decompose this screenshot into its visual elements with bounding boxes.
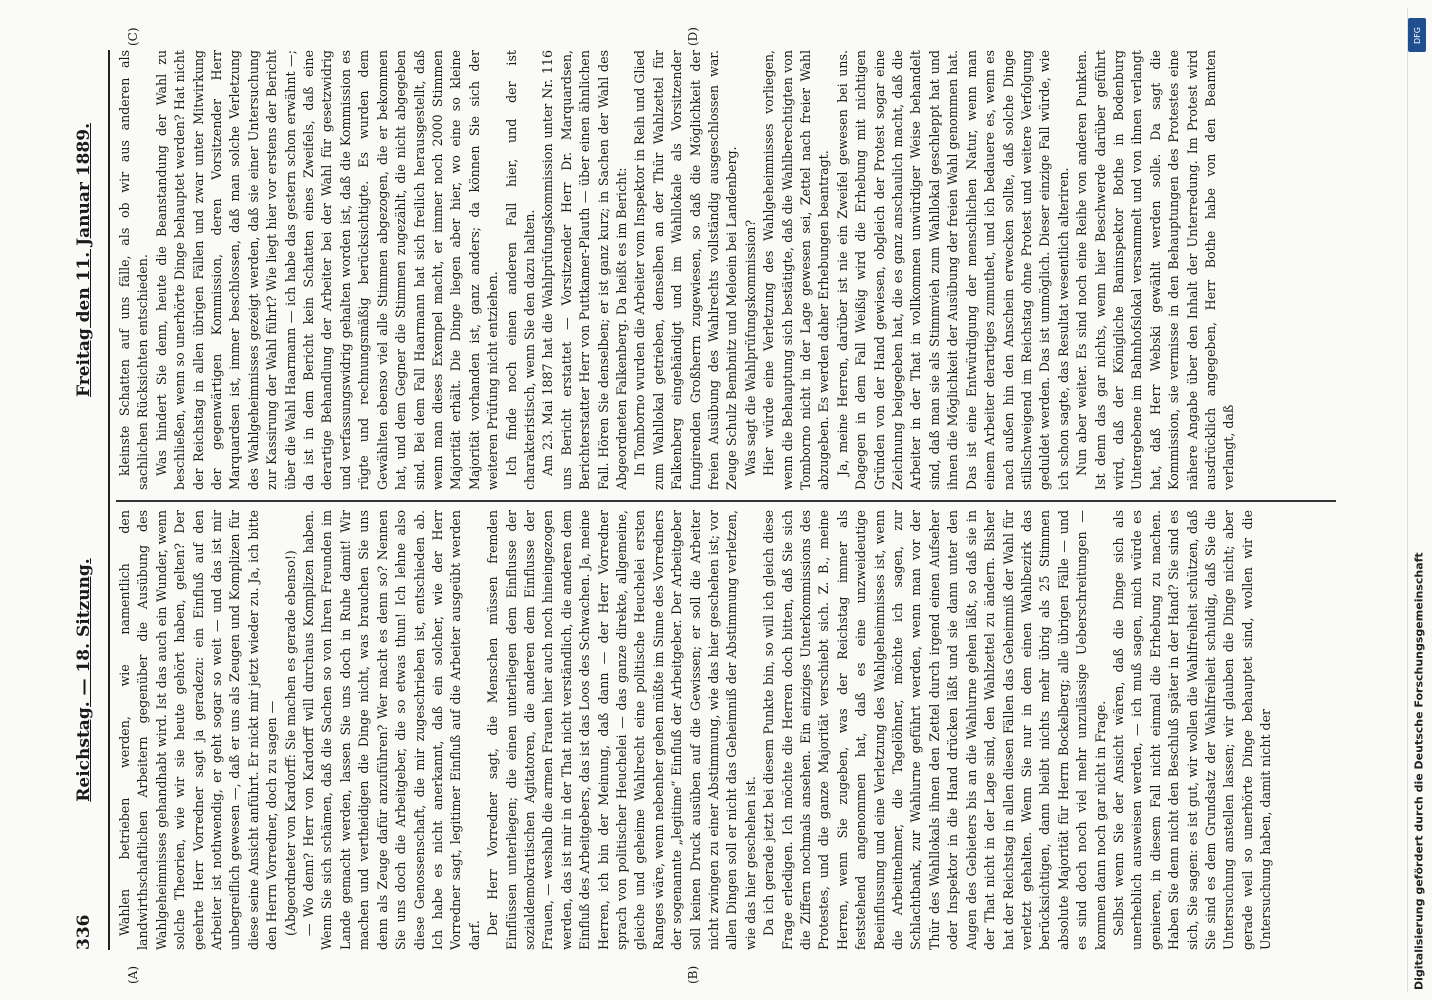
left-column-paragraph: (Abgeordneter von Kardorff: Sie machen es gerade ebenso!) (282, 550, 298, 936)
right-column-paragraph: Was sagt die Wahlprüfungskommission? (742, 219, 758, 476)
dfg-logo: DFG (1408, 18, 1426, 52)
left-column-paragraph: Selbst wenn Sie der Ansicht wären, daß die Dinge sich als unerheblich ausweisen werden, — ich muß sagen, mich würde es genieren, in diesem Fall nicht einmal die Erhebung zu machen. Haben Sie denn nicht den Beschluß später in der Hand? Sie sind es sich, Sie sagen: es ist gut, wir wollen die Wahlfreiheit schützen, daß Sie sind es dem Grundsatz der Wahlfreiheit schuldig, daß Sie die Untersuchung anstellen lassen; wir glauben die Dinge nicht; aber gerade weil so unerhörte Dinge behauptet sind, wollen wir die Untersuchung haben, damit nicht der (1110, 510, 1274, 950)
left-text-column (116, 510, 1336, 950)
digitization-credit: Digitalisierung gefördert durch die Deutsche Forschungsgemeinschaft (1412, 552, 1426, 990)
column-divider (116, 500, 1336, 502)
right-column-paragraph: Am 23. Mai 1887 hat die Wahlprüfungskommission unter Nr. 116 uns Bericht erstattet — Vorsitzender Herr Dr. Marquardsen, Berichterstatter Herr von Puttkamer-Plauth — über einen ähnlichen Fall. Hören Sie denselben; er ist ganz kurz; in Sachen der Wahl des Abgeordneten Falkenberg. Da heißt es im Bericht: (540, 50, 629, 490)
right-column-paragraph: Nun aber weiter. Es sind noch eine Reihe von anderen Punkten. Ist denn das gar nichts, wenn hier Beschwerde darüber geführt wird, daß der Königliche Baninspektor Bothe in Bodenburg Untergebene im Bahnhofslokal versammelt und von ihnen verlangt hat, daß Herr Webski gewählt werden solle. Da sagt die Kommission, sie vermisse in den Behauptungen des Protestes eine nähere Angabe über den Inhalt der Unterredung. Im Protest wird ausdrücklich angegeben, Herr Bothe habe von den Beamten verlangt, daß (1074, 50, 1237, 490)
right-column-paragraph: Ja, meine Herren, darüber ist nie ein Zweifel gewesen bei uns. Dagegen in dem Fall Weißig wird die Erhebung mit nichtigen Gründen von der Hand gewiesen, obgleich der Protest sogar eine Zeichnung beigegeben hat, die es ganz anschaulich macht, daß die Arbeiter in der That in vollkommen unwürdiger Weise behandelt sind, daß man sie als Stimmvieh zum Wahllokal geschleppt hat und ihnen die Möglichkeit der Ausübung der freien Wahl genommen hat. Das ist eine Entwürdigung der menschlichen Natur, wenn man einem Arbeiter derartiges zumuthet, und ich bedauere es, wenn es nach außen hin den Anschein erwecken sollte, daß solche Dinge stillschweigend im Reichstag ohne Protest und weitere Verfolgung geduldet werden. Das ist unmöglich. Dieser einzige Fall würde, wie ich schon sagte, das Resultat wesentlich alteriren. (834, 50, 1071, 490)
rotated-page-content (66, 10, 1366, 990)
header-rule (108, 50, 110, 950)
header-session-title: Reichstag. — 18. Sitzung. (74, 558, 94, 802)
header-date: Freitag den 11. Januar 1889. (74, 122, 94, 398)
right-column-paragraph: kleinste Schatten auf uns fälle, als ob wir aus anderen als sachlichen Rücksichten entschieden. (117, 50, 151, 490)
margin-marker-a: (A) (126, 965, 140, 984)
margin-marker-c: (C) (126, 27, 140, 46)
left-column-paragraph: Da ich gerade jetzt bei diesem Punkte bin, so will ich gleich diese Frage erledigen. Ich möchte die Herren doch bitten, daß Sie sich die Ziffern nochmals ansehen. Ein einziges Unterkommissions des Protestes, und die ganze Majorität verschiebt sich. Z. B., meine Herren, wenn Sie zugeben, was der Reichstag immer als feststehend angenommen hat, daß es eine unzweideutige Beeinflussung und eine Verletzung des Wahlgeheimnisses ist, wenn die Arbeitnehmer, die Tagelöhner, möchte ich sagen, zur Schlachtbank, zur Wahlurne geführt werden, wenn man vor der Thür des Wahllokals ihnen den Zettel durch irgend einen Aufseher oder Inspektor in die Hand drücken läßt und sie dann unter den Augen des Gebieters bis an die Wahlurne gehen läßt, so daß sie in der That nicht in der Lage sind, den Wahlzettel zu ändern. Bisher hat der Reichstag in allen diesen Fällen das Geheimniß der Wahl für verletzt gehalten. Wenn Sie nur in dem einen Wahlbezirk das berücksichtigen, dann bleibt nichts mehr übrig als 25 Stimmen absolute Majorität für Herrn Bockelberg; alle übrigen Fälle — und es sind doch noch viel mehr unzulässige Ueberschreitungen — kommen dann noch gar nicht in Frage. (761, 510, 1108, 950)
right-column-paragraph: Hier würde eine Verletzung des Wahlgeheimnisses vorliegen, wenn die Behauptung sich bestätigte, daß die Wahlberechtigten von Tomborno nicht in der Lage gewesen sei, Zettel nach freier Wahl abzugeben. Es werden daher Erhebungen beantragt. (761, 50, 832, 490)
left-column-paragraph: — Wo denn? Herr von Kardorff will durchaus Komplizen haben. Wenn Sie sich schämen, daß die Sachen so von Ihren Freunden im Lande gemacht werden, lassen Sie uns doch in Ruhe damit! Wir machen und vertheidigen die Dinge nicht, was brauchen Sie uns denn als Zeuge dafür anzuführen? Wer macht es denn so? Nennen Sie uns doch die Arbeitgeber, die so etwas thun! Ich lehne also diese Genossenschaft, die mir zugeschrieben ist, entschieden ab. Ich habe es nicht anerkannt, daß ein solcher, wie der Herr Vorredner sagt, legitimer Einfluß auf die Arbeiter ausgeübt werden darf. (301, 510, 482, 950)
digitization-credit-strip (1407, 8, 1430, 992)
right-text-column (116, 50, 1336, 490)
margin-marker-b: (B) (686, 965, 700, 984)
left-column-paragraph: Wahlen betrieben werden, wie namentlich den landwirthschaftlichen Arbeitern gegenüber die Ausübung des Wahlgeheimnisses gehandhabt wird. Ist das auch ein Wunder, wenn solche Theorien, wie wir sie heute gehört haben, gelten? Der geehrte Herr Vorredner sagt ja geradezu: ein Einfluß auf den Arbeiter ist nothwendig, er geht sogar so weit — und das ist mir unbegreiflich gewesen —, daß er uns als Zeugen und Komplizen für diese seine Ansicht anführt. Er nickt mir jetzt wieder zu. Ja, ich bitte den Herrn Vorredner, doch zu sagen — (117, 510, 280, 950)
right-column-paragraph: Was hindert Sie denn, heute die Beanstandung der Wahl zu beschließen, wenn so unerhörte Dinge behauptet werden? Hat nicht der Reichstag in allen übrigen Fällen und zwar unter Mitwirkung der gegenwärtigen Kommission, deren Vorsitzender Herr Marquardsen ist, immer beschlossen, daß man solche Verletzung des Wahlgeheimnisses gezeigt werden, daß sie einer Untersuchung zur Kassirung der Wahl führt? Wie liegt hier vor erstens der Bericht über die Wahl Haarmann — ich habe das gestern schon erwähnt —; da ist in dem Bericht kein Schatten eines Zweifels, daß eine derartige Behandlung der Arbeiter bei der Wahl für gesetzwidrig und verfassungswidrig gehalten worden ist, daß die Kommission es rügte und rechnungsmäßig berücksichtigte. Es wurden dem Gewählten ebenso viel alle Stimmen abgezogen, die er bekommen hat, und dem Gegner die Stimmen zugezählt, die nicht abgegeben sind. Bei dem Fall Haarmann hat sich freilich herausgestellt, daß wenn man dieses Exempel macht, er immer noch 2000 Stimmen Majorität erhält. Die Dinge liegen aber hier, wo eine so kleine Majorität vorhanden ist, ganz anders; da können Sie sich der weiteren Prüfung nicht entziehen. (153, 50, 501, 490)
margin-marker-d: (D) (686, 27, 700, 46)
page-number: 336 (74, 914, 94, 950)
right-column-paragraph: In Tomborno wurden die Arbeiter vom Inspektor in Reih und Glied zum Wahllokal getrieben, denselben an der Thür Wahlzettel für Falkenberg eingehändigt und im Wahllokale als Vorsitzender fungirenden Großherrn zugewiesen, so daß die Möglichkeit der freien Ausübung des Wahlrechts vollständig ausgeschlossen war. Zeuge Schulz Bembnitz und Meloein bei Landenberg. (632, 50, 740, 490)
right-column-paragraph: Ich finde noch einen anderen Fall hier, und der ist charakteristisch, wenn Sie den dazu halten. (503, 50, 537, 490)
left-column-paragraph: Der Herr Vorredner sagt, die Menschen müssen fremden Einflüssen unterliegen; die einen unterliegen dem Einflusse der sozialdemokratischen Agitatoren, die anderen dem Einflusse der Frauen, — weshalb die armen Frauen hier auch noch hineingezogen werden, das ist mir in der That nicht verständlich, die anderen dem Einfluß des Arbeitgebers, das ist das Loos des Schwachen. Ja, meine Herren, ich bin der Meinung, daß dann — der Herr Vorredner sprach von politischer Heuchelei — das ganze direkte, allgemeine, gleiche und geheime Wahlrecht eine politische Heuchelei ersten Ranges wäre, wenn nebenher gehen müßte im Sinne des Vorredners der sogenannte „legitime“ Einfluß der Arbeitgeber. Der Arbeitgeber soll keinen Druck ausüben auf die Gewissen; er soll die Arbeiter nicht zwingen zu einer Abstimmung, wie das hier geschehen ist; vor allen Dingen soll er nicht das Geheimniß der Abstimmung verletzen, wie das hier geschehen ist. (485, 510, 758, 950)
page-header (74, 50, 104, 950)
